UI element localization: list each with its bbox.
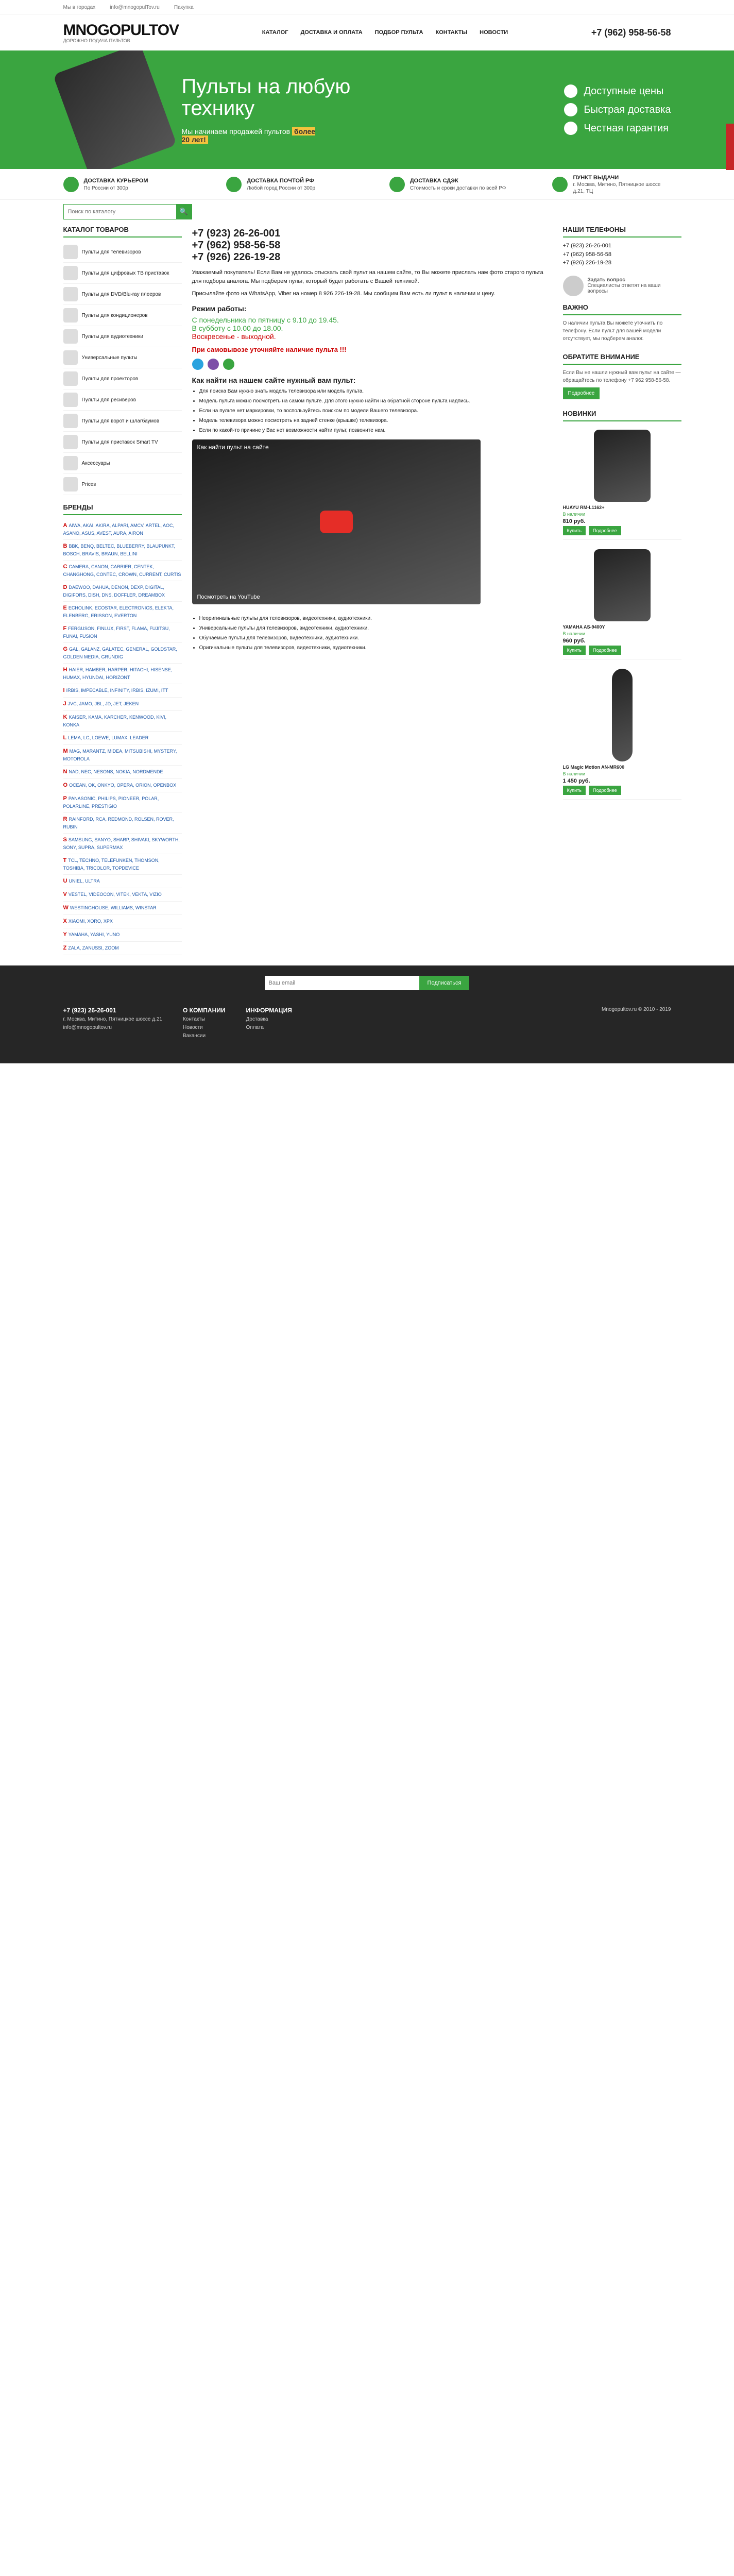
work-line: Воскресенье - выходной.	[192, 332, 276, 341]
search-button[interactable]: 🔍	[176, 205, 192, 219]
footer-columns	[63, 1006, 671, 1040]
search-row	[0, 200, 734, 224]
brand-group[interactable]: E ECHOLINK, ECOSTAR, ELECTRONICS, ELEKTA, ELENBERG, ERISSON, EVERTON	[63, 602, 182, 622]
catalog-list	[63, 242, 182, 495]
main-nav	[262, 29, 508, 36]
tip-item: • Если на пульте нет маркировки, то воспользуйтесь поиском по модели Вашего телевизора.	[199, 407, 553, 415]
attention-button[interactable]: Подробнее	[563, 387, 600, 399]
feature-sdek: ДОСТАВКА СДЭК Стоимость и сроки доставки по всей РФ	[389, 177, 508, 192]
play-icon[interactable]	[320, 511, 353, 533]
brand-group[interactable]: K KAISER, KAMA, KARCHER, KENWOOD, KIVI, KONKA	[63, 711, 182, 732]
footer-email[interactable]: info@mnogopultov.ru	[63, 1025, 112, 1031]
shield-icon	[564, 122, 577, 135]
tip-item: • Если по какой-то причине у Вас нет возможности найти пульт, позвоните нам.	[199, 427, 553, 434]
truck-icon	[564, 103, 577, 116]
brand-group[interactable]: F FERGUSON, FINLUX, FIRST, FLAMA, FUJITSU, FUNAI, FUSION	[63, 622, 182, 643]
search-input[interactable]	[64, 205, 176, 219]
brand-group[interactable]: T TCL, TECHNO, TELEFUNKEN, THOMSON, TOSHIBA, TRICOLOR, TOPDEVICE	[63, 854, 182, 875]
viber-icon[interactable]	[208, 359, 219, 370]
more-button[interactable]: Подробнее	[589, 646, 621, 655]
brand-group[interactable]: V VESTEL, VIDEOCON, VITEK, VEKTA, VIZIO	[63, 888, 182, 902]
category-thumb	[63, 266, 78, 280]
copyright: Mnogopultov.ru © 2010 - 2019	[602, 1007, 671, 1013]
category-thumb	[63, 477, 78, 492]
product-name[interactable]: YAMAHA AS-9400Y	[562, 624, 605, 630]
feature-pickup: ПУНКТ ВЫДАЧИ г. Москва, Митино, Пятницкое шоссе д.21, ТЦ	[552, 174, 671, 195]
buy-button[interactable]: Купить	[563, 786, 586, 795]
video-player[interactable]	[192, 439, 481, 604]
footer-link[interactable]: Новости	[182, 1025, 203, 1031]
phone-line[interactable]: +7 (923) 26-26-001	[192, 228, 281, 239]
work-line: С понедельника по пятницу с 9.10 до 19.45.	[192, 315, 339, 324]
product-price: 960 руб.	[562, 637, 586, 644]
product-stock: В наличии	[562, 631, 586, 636]
brand-group[interactable]: A AIWA, AKAI, AKIRA, ALPARI, AMCV, ARTEL, AOC, ASANO, ASUS, AVEST, AURA, AIRON	[63, 519, 182, 540]
whatsapp-icon[interactable]	[223, 359, 234, 370]
brand-group[interactable]: J JVC, JAMO, JBL, JD, JET, JEKEN	[63, 698, 182, 711]
category-thumb	[63, 308, 78, 323]
courier-icon	[63, 177, 79, 192]
hero-banner	[0, 50, 734, 169]
catalog-item[interactable]: Пульты для проекторов	[63, 368, 182, 389]
brand-group[interactable]: I IRBIS, IMPECABLE, INFINITY, IRBIS, IZUMI, ITT	[63, 684, 182, 698]
product-price: 1 450 руб.	[562, 777, 590, 784]
remote-image	[53, 50, 177, 169]
nav-pick[interactable]: ПОДБОР ПУЛЬТА	[374, 29, 423, 36]
youtube-link[interactable]: Посмотреть на YouTube	[197, 594, 260, 600]
video-title: Как найти пульт на сайте	[197, 443, 269, 451]
box-icon	[389, 177, 405, 192]
banner-badge: более 20 лет!	[181, 127, 316, 144]
callback-tab[interactable]	[726, 124, 734, 170]
topbar-item[interactable]: Мы в городах	[63, 4, 96, 10]
feature-courier: ДОСТАВКА КУРЬЕРОМ По России от 300р	[63, 177, 182, 192]
category-thumb	[63, 456, 78, 470]
subscribe-button[interactable]: Подписаться	[419, 976, 470, 990]
tip-item: • Для поиска Вам нужно знать модель телевизора или модель пульта.	[199, 387, 553, 395]
product-name[interactable]: HUAYU RM-L1162+	[562, 504, 605, 510]
product-card	[563, 665, 681, 800]
phone-line[interactable]: +7 (962) 958-56-58	[192, 240, 281, 251]
catalog-item[interactable]: Пульты для цифровых ТВ приставок	[63, 263, 182, 284]
footer	[0, 965, 734, 1063]
product-image[interactable]	[612, 669, 633, 761]
right-sidebar	[563, 224, 681, 808]
subscribe-input[interactable]	[265, 976, 419, 990]
tip-item: • Обучаемые пульты для телевизоров, видеотехники, аудиотехники.	[199, 634, 553, 642]
catalog-item[interactable]: Пульты для аудиотехники	[63, 326, 182, 347]
brand-group[interactable]: Z ZALA, ZANUSSI, ZOOM	[63, 942, 182, 955]
tip-item: • Оригинальные пульты для телевизоров, видеотехники, аудиотехники.	[199, 644, 553, 652]
feature-post: ДОСТАВКА ПОЧТОЙ РФ Любой город России от 300р	[226, 177, 345, 192]
brand-group[interactable]: H HAIER, HAMBER, HARPER, HITACHI, HISENSE, HUMAX, HYUNDAI, HORIZONT	[63, 664, 182, 684]
bullet-item: Быстрая доставка	[564, 103, 671, 116]
brand-group[interactable]: W WESTINGHOUSE, WILLIAMS, WINSTAR	[63, 902, 182, 915]
brand-group[interactable]: B BBK, BENQ, BELTEC, BLUEBERRY, BLAUPUNKT, BOSCH, BRAVIS, BRAUN, BELLINI	[63, 540, 182, 561]
ask-question[interactable]: Задать вопрос Специалисты ответят на ваши вопросы	[563, 276, 681, 296]
brand-group[interactable]: D DAEWOO, DAHUA, DENON, DEXP, DIGITAL, DIGIFORS, DISH, DNS, DOFFLER, DREAMBOX	[63, 581, 182, 602]
footer-phone[interactable]: +7 (923) 26-26-001	[63, 1007, 116, 1014]
footer-link[interactable]: Доставка	[246, 1016, 268, 1023]
avatar	[563, 276, 584, 296]
product-card	[563, 426, 681, 540]
product-stock: В наличии	[562, 771, 586, 776]
buy-button[interactable]: Купить	[563, 526, 586, 535]
intro-text: Уважаемый покупатель! Если Вам не удалось отыскать свой пульт на нашем сайте, то Вы можете прислать нам фото старого пульта для подбора аналога. Мы подберем пульт, который будет работать с Вашей техникой.	[192, 269, 543, 284]
category-thumb	[63, 414, 78, 428]
brand-group[interactable]: P PANASONIC, PHILIPS, PIONEER, POLAR, POLARLINE, PRESTIGIO	[63, 792, 182, 813]
catalog-item[interactable]: Prices	[63, 474, 182, 495]
buy-button[interactable]: Купить	[563, 646, 586, 655]
footer-link[interactable]: Контакты	[182, 1016, 206, 1023]
attention-title: ОБРАТИТЕ ВНИМАНИЕ	[563, 351, 681, 365]
more-button[interactable]: Подробнее	[589, 786, 621, 795]
right-phone[interactable]: +7 (923) 26-26-001	[562, 243, 611, 249]
logo-main: MNOGOPULTOV	[63, 22, 179, 39]
nav-news[interactable]: НОВОСТИ	[480, 29, 508, 36]
catalog-item[interactable]: Пульты для телевизоров	[63, 242, 182, 263]
product-price: 810 руб.	[562, 518, 586, 524]
catalog-item[interactable]: Пульты для кондиционеров	[63, 305, 182, 326]
brand-group[interactable]: X XIAOMI, XORO, XPX	[63, 915, 182, 928]
subscribe-row	[63, 976, 671, 990]
footer-col3-title: ИНФОРМАЦИЯ	[246, 1007, 292, 1014]
brand-group[interactable]: S SAMSUNG, SANYO, SHARP, SHIVAKI, SKYWORTH, SONY, SUPRA, SUPERMAX	[63, 834, 182, 854]
bullet-item: Доступные цены	[564, 84, 671, 98]
nav-catalog[interactable]: КАТАЛОГ	[262, 29, 288, 36]
catalog-item[interactable]: Пульты для ворот и шлагбаумов	[63, 411, 182, 432]
catalog-item[interactable]: Универсальные пульты	[63, 347, 182, 368]
tip-item: • Неоригинальные пульты для телевизоров, видеотехники, аудиотехники.	[199, 615, 553, 622]
telegram-icon[interactable]	[192, 359, 203, 370]
center-phones	[192, 228, 553, 263]
brand-group[interactable]: Y YAMAHA, YASHI, YUNO	[63, 928, 182, 942]
category-thumb	[63, 371, 78, 386]
important-title: ВАЖНО	[563, 301, 681, 315]
product-name[interactable]: LG Magic Motion AN-MR600	[562, 764, 625, 770]
catalog-item[interactable]: Пульты для DVD/Blu-ray плееров	[63, 284, 182, 305]
header	[0, 14, 734, 50]
brands-title: БРЕНДЫ	[63, 501, 182, 515]
work-title: Режим работы:	[192, 304, 247, 313]
more-button[interactable]: Подробнее	[589, 526, 621, 535]
location-icon	[552, 177, 568, 192]
footer-address: г. Москва, Митино, Пятницкое шоссе д.21	[63, 1016, 162, 1023]
work-line: В субботу с 10.00 до 18.00.	[192, 324, 283, 332]
footer-link[interactable]: Оплата	[246, 1025, 264, 1031]
howto-title: Как найти на нашем сайте нужный вам пульт:	[192, 376, 356, 384]
percent-icon	[564, 84, 577, 98]
whatsapp-text: Присылайте фото на WhatsApp, Viber на номер 8 926 226-19-28. Мы сообщим Вам есть ли пульт в наличии и цену.	[192, 291, 496, 297]
left-sidebar	[63, 224, 182, 955]
brand-group[interactable]: C CAMERA, CANON, CARRIER, CENTEK, CHANGHONG, CONTEC, CROWN, CURRENT, CURTIS	[63, 561, 182, 581]
brand-group[interactable]: R RAINFORD, RCA, REDMOND, ROLSEN, ROVER, RUBIN	[63, 813, 182, 834]
footer-link[interactable]: Вакансии	[182, 1033, 206, 1039]
product-card	[563, 545, 681, 659]
product-stock: В наличии	[562, 511, 586, 517]
post-icon	[226, 177, 242, 192]
important-text: О наличии пульта Вы можете уточнить по телефону. Если пульт для вашей модели отсутствует, мы подберем аналог.	[562, 320, 663, 342]
category-thumb	[63, 350, 78, 365]
brand-group[interactable]: U UNIEL, ULTRA	[63, 875, 182, 888]
category-thumb	[63, 245, 78, 259]
features-row	[0, 169, 734, 200]
ask-title: Задать вопрос	[587, 277, 625, 283]
tips-list-2	[192, 615, 553, 652]
footer-col2-title: О КОМПАНИИ	[182, 1007, 226, 1014]
category-thumb	[63, 287, 78, 301]
category-thumb	[63, 329, 78, 344]
category-thumb	[63, 393, 78, 407]
brand-group[interactable]: O OCEAN, OK, ONKYO, OPERA, ORION, OPENBOX	[63, 779, 182, 792]
phone-line[interactable]: +7 (926) 226-19-28	[192, 251, 281, 263]
brand-group[interactable]: G GAL, GALANZ, GALATEC, GENERAL, GOLDSTAR, GOLDEN MEDIA, GRUNDIG	[63, 643, 182, 664]
catalog-item[interactable]: Пульты для приставок Smart TV	[63, 432, 182, 453]
main-content	[192, 224, 553, 654]
topbar	[0, 0, 734, 14]
brand-group[interactable]: N NAD, NEC, NESONS, NOKIA, NORDMENDE	[63, 766, 182, 779]
logo-sub: ДОРОЖНО ПОДАЧА ПУЛЬТОВ	[63, 38, 130, 43]
search-box	[63, 204, 192, 219]
nav-contacts[interactable]: КОНТАКТЫ	[435, 29, 468, 36]
right-phone[interactable]: +7 (926) 226-19-28	[562, 260, 611, 266]
product-image[interactable]	[594, 430, 651, 502]
brand-group[interactable]: L LEMA, LG, LOEWE, LUMAX, LEADER	[63, 732, 182, 745]
products-title: НОВИНКИ	[563, 408, 681, 421]
topbar-item[interactable]: info@mnogopulTov.ru	[110, 4, 160, 10]
attention-text: Если Вы не нашли нужный вам пульт на сайте — обращайтесь по телефону +7 962 958-56-58.	[562, 369, 681, 383]
brand-group[interactable]: M MAG, MARANTZ, MIDEA, MITSUBISHI, MYSTERY, MOTOROLA	[63, 745, 182, 766]
topbar-item[interactable]: Пакупка	[174, 4, 194, 10]
nav-delivery[interactable]: ДОСТАВКА И ОПЛАТА	[300, 29, 363, 36]
right-phones-title: НАШИ ТЕЛЕФОНЫ	[563, 224, 681, 238]
bullet-item: Честная гарантия	[564, 122, 671, 135]
brand-list	[63, 501, 182, 955]
right-phone[interactable]: +7 (962) 958-56-58	[562, 251, 611, 258]
catalog-title: КАТАЛОГ ТОВАРОВ	[63, 224, 182, 238]
banner-subtitle: Мы начинаем продажей пультов более 20 лет!	[181, 127, 316, 144]
banner-title: Пульты на любую технику	[181, 75, 351, 120]
social-links	[192, 359, 553, 370]
tip-item: • Модель телевизора можно посмотреть на задней стенке (крышке) телевизора.	[199, 417, 553, 425]
banner-bullets	[564, 79, 671, 140]
catalog-item[interactable]: Пульты для ресиверов	[63, 389, 182, 411]
logo[interactable]	[63, 22, 179, 43]
tip-item: • Универсальные пульты для телевизоров, видеотехники, аудиотехники.	[199, 624, 553, 632]
category-thumb	[63, 435, 78, 449]
pickup-warning: При самовывозе уточняйте наличие пульта !!!	[192, 345, 347, 353]
tips-list	[192, 387, 553, 434]
header-phone[interactable]: +7 (962) 958-56-58	[591, 27, 671, 38]
tip-item: • Модель пульта можно посмотреть на самом пульте. Для этого нужно найти на обратной стороне пульта надпись.	[199, 397, 553, 405]
catalog-item[interactable]: Аксессуары	[63, 453, 182, 474]
product-image[interactable]	[594, 549, 651, 621]
